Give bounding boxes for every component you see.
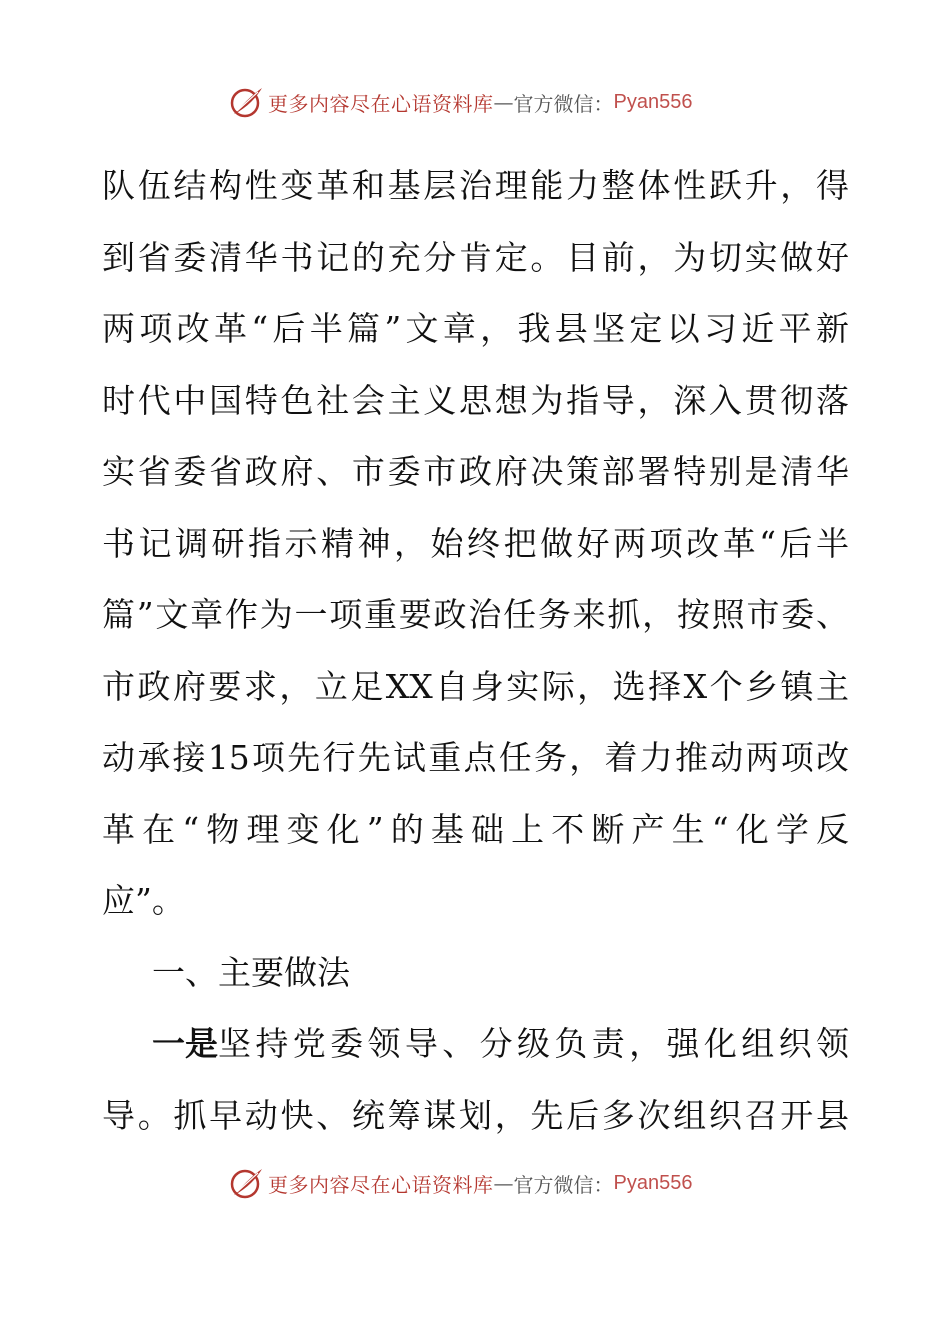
text-line: 应”。 bbox=[102, 881, 185, 920]
text-line: 一是 坚持党委领导、分级负责，强化组织领 bbox=[102, 1008, 862, 1080]
quill-logo-icon bbox=[228, 84, 264, 120]
quill-logo-icon bbox=[228, 1165, 264, 1201]
text-line: 导。抓早动快、统筹谋划，先后多次组织召开县 bbox=[102, 1095, 849, 1135]
text-line: 篇”文章作为一项重要政治任务来抓，按照市委、 bbox=[102, 595, 849, 634]
section-heading: 一、主要做法 bbox=[152, 952, 350, 992]
banner-dash: — bbox=[493, 1171, 514, 1195]
document-body bbox=[102, 150, 862, 1151]
banner-wechat-id: Pyan556 bbox=[613, 90, 693, 113]
text-line: 时代中国特色社会主义思想为指导，深入贯彻落 bbox=[102, 380, 849, 420]
text-line: 市政府要求，立足XX自身实际，选择X个乡镇主 bbox=[102, 666, 849, 706]
text-line: 书记调研指示精神，始终把做好两项改革“后半 bbox=[102, 523, 849, 563]
text-line: 两项改革“后半篇”文章，我县坚定以习近平新 bbox=[102, 309, 849, 348]
footer-watermark-banner bbox=[0, 1163, 950, 1203]
text-line: 队伍结构性变革和基层治理能力整体性跃升，得 bbox=[102, 166, 849, 205]
text-line: 实省委省政府、市委市政府决策部署特别是清华 bbox=[102, 452, 849, 491]
banner-wechat-id: Pyan556 bbox=[613, 1171, 693, 1194]
text-line: 到省委清华书记的充分肯定。目前，为切实做好 bbox=[102, 237, 849, 277]
lead-bold-text: 一是 bbox=[152, 1024, 218, 1063]
banner-red-text: 更多内容尽在心语资料库 bbox=[268, 91, 494, 116]
text-line: 动承接15项先行先试重点任务，着力推动两项改 bbox=[102, 738, 849, 777]
banner-dash: — bbox=[493, 90, 514, 114]
text-line: 革在“物理变化”的基础上不断产生“化学反 bbox=[102, 809, 849, 849]
banner-gray-text: 官方微信： bbox=[513, 91, 614, 116]
header-watermark-banner bbox=[0, 82, 950, 122]
banner-gray-text: 官方微信： bbox=[513, 1172, 614, 1197]
banner-red-text: 更多内容尽在心语资料库 bbox=[268, 1172, 494, 1197]
